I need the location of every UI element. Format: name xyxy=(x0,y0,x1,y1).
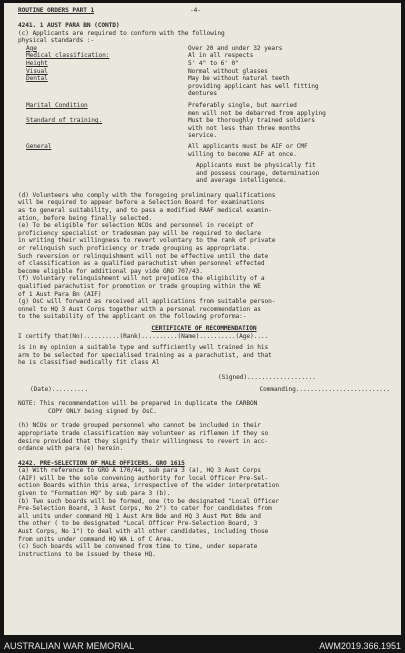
section-title: 4242. PRE-SELECTION OF MALE OFFICERS. GRO 1615 xyxy=(18,459,185,467)
paragraph-line: to the suitability of the applicant on the following proforma:- xyxy=(18,313,247,321)
req-label: General xyxy=(26,142,52,150)
paragraph-line: onnel to HQ 3 Aust Corps together with a personal recommendation as xyxy=(18,305,261,313)
certificate-line: he is classified medically fit class Al xyxy=(18,359,160,367)
requirements-intro: (c) Applicants are required to conform with the following xyxy=(18,29,225,37)
section-4242 xyxy=(18,460,390,559)
paragraph-line: or relinquish such proficiency or trade grouping as appropriate. xyxy=(18,245,251,253)
signed-field: (Signed)................... xyxy=(218,373,316,381)
note-line: and average intelligence. xyxy=(196,177,287,185)
section-line: from units under command HQ WA L of C Area. xyxy=(18,535,174,543)
header xyxy=(18,7,390,22)
certificate-fields: I certify that(No)..........(Rank)..........(Name)..........(Age).... xyxy=(18,332,269,340)
paragraph-line: become eligible for additional pay vide GRO 707/43. xyxy=(18,267,203,275)
req-value: providing applicant has well fitting xyxy=(188,82,319,90)
paragraph-line: proficiency specialist or tradesman pay will be required to declare xyxy=(18,229,261,237)
paragraph-line: will be required to appear before a Selection Board for examinations xyxy=(18,199,265,207)
requirements-note xyxy=(18,162,390,185)
section-line: (b) Two such boards will be formed, one (to be designated "Local Officer xyxy=(18,497,280,505)
section-line: (AIF) will be the sole convening authority for local Officer Pre-Sel- xyxy=(18,474,269,482)
req-value: Normal without glasses xyxy=(188,67,268,75)
section-line: Aust Corps, No 1") to deal with all other candidates, including those xyxy=(18,528,269,536)
req-label xyxy=(18,90,188,98)
paragraph-line: ordance with para (e) herein. xyxy=(18,445,124,453)
section-line: ection Boards within this area, irrespective of the wider interpretation xyxy=(18,482,280,490)
certificate xyxy=(18,325,390,415)
requirements-intro-2: physical standards :- xyxy=(18,37,95,45)
certificate-line: arm to be selected for specialised training as a parachutist, and that xyxy=(18,351,272,359)
paragraph-line: (h) NCOs or trade grouped personnel who cannot be included in their xyxy=(18,422,261,430)
req-label: Medical classification: xyxy=(26,52,110,60)
req-label: Height xyxy=(26,59,48,67)
paragraph-line: in writing their willingness to revert voluntary to the rank of private xyxy=(18,237,276,245)
certificate-line: is in my opinion a suitable type and sufficiently well trained in his xyxy=(18,344,269,352)
req-value: dentures xyxy=(188,90,218,98)
req-label xyxy=(18,83,188,91)
paragraphs-d-to-g xyxy=(18,192,390,321)
paragraph-line: Such reversion or relinquishment will not be effective until the date xyxy=(18,252,269,260)
section-line: Pre-Selection Board, 3 Aust Corps, No 2") to cater for candidates from xyxy=(18,505,272,513)
order-subtitle: 4241. 1 AUST PARA BN (CONTD) xyxy=(18,22,120,29)
date-field: (Date).......... xyxy=(30,385,89,393)
req-label: Age xyxy=(26,44,37,52)
paragraph-line: of 1 Aust Para Bn (AIF) xyxy=(18,290,102,298)
document-body xyxy=(18,7,390,558)
req-value: service. xyxy=(188,132,218,140)
footer-institution: AUSTRALIAN WAR MEMORIAL xyxy=(4,641,135,651)
req-value: with not less than three months xyxy=(188,124,301,132)
archive-footer xyxy=(0,639,405,653)
paragraph-line: qualified parachutist for promotion or trade grouping within the WE xyxy=(18,283,261,290)
req-label xyxy=(18,151,188,159)
req-label: Visual xyxy=(26,67,48,75)
req-value: All applicants must be AIF or CMF xyxy=(188,142,308,150)
section-line: (c) Such boards will be convened from time to time, under separate xyxy=(18,543,258,551)
footer-accession-number: AWM2019.366.1951 xyxy=(319,641,401,651)
paragraph-line: (g) OsC will forward as received all applications from suitable person- xyxy=(18,298,276,306)
paragraph-line: appropriate trade classification may volunteer as riflemen if they so xyxy=(18,429,269,437)
paragraph-line: (f) Voluntary relinquishment will not prejudice the eligibility of a xyxy=(18,275,265,283)
section-line: (a) With reference to GRO A 170/44, sub para 3 (a), HQ 3 Aust Corps xyxy=(18,467,261,475)
req-label xyxy=(18,110,188,118)
req-value: men will not be debarred from applying xyxy=(188,109,326,117)
certificate-title: CERTIFICATE OF RECOMMENDATION xyxy=(151,324,257,332)
document-page xyxy=(4,3,401,635)
commanding-field: Commanding.......................... xyxy=(259,385,390,393)
note-line: and possess courage, determination xyxy=(196,169,320,177)
paragraph-line: as to general suitability, and to pass a modified RAAF medical examin- xyxy=(18,207,272,215)
section-line: all units under command HQ 1 Aust Arm Bde and HQ 3 Aust Mot Bde and xyxy=(18,512,261,520)
header-title: ROUTINE ORDERS PART 1 xyxy=(18,7,95,14)
section-line: instructions to be issued by these HQ. xyxy=(18,550,156,558)
section-line: the other ( to be designated "Local Officer Pre-Selection Board, 3 xyxy=(18,520,258,528)
section-line: given to "Formation HQ" by sub para 3 (b). xyxy=(18,490,171,498)
req-value: 5' 4" to 6' 0" xyxy=(188,59,239,67)
paragraph-h xyxy=(18,422,390,452)
paragraph-line: (d) Volunteers who comply with the foregoing preliminary qualifications xyxy=(18,191,276,199)
req-value: Preferably single, but married xyxy=(188,101,297,109)
req-value: May be without natural teeth xyxy=(188,75,290,83)
req-label xyxy=(18,125,188,133)
page-number: -4- xyxy=(190,7,201,14)
paragraph-line: desire provided that they signify their willingness to revert in acc- xyxy=(18,437,269,445)
paragraph-line: (e) To be eligible for selection NCOs and personnel in receipt of xyxy=(18,222,254,230)
req-label: Dental xyxy=(26,75,48,83)
req-value: Must be thoroughly trained soldiers xyxy=(188,117,315,125)
certificate-note: NOTE: This recommendation will be prepared in duplicate the CARBON xyxy=(18,400,258,408)
requirements-table xyxy=(18,45,390,158)
req-label xyxy=(18,132,188,140)
paragraph-line: of classification as a qualified parachutist when personnel effected xyxy=(18,260,265,268)
note-line: Applicants must be physically fit xyxy=(196,162,316,170)
req-label: Marital Condition xyxy=(26,101,88,109)
certificate-note: COPY ONLY being signed by OsC. xyxy=(48,407,157,415)
date-commanding-row xyxy=(18,386,390,394)
req-value: Over 20 and under 32 years xyxy=(188,44,283,52)
paragraph-line: ation, before being finally selected. xyxy=(18,214,153,222)
req-label: Standard of training. xyxy=(26,117,103,125)
req-value: Al in all respects xyxy=(188,52,254,60)
req-value: willing to become AIF at once. xyxy=(188,150,297,158)
